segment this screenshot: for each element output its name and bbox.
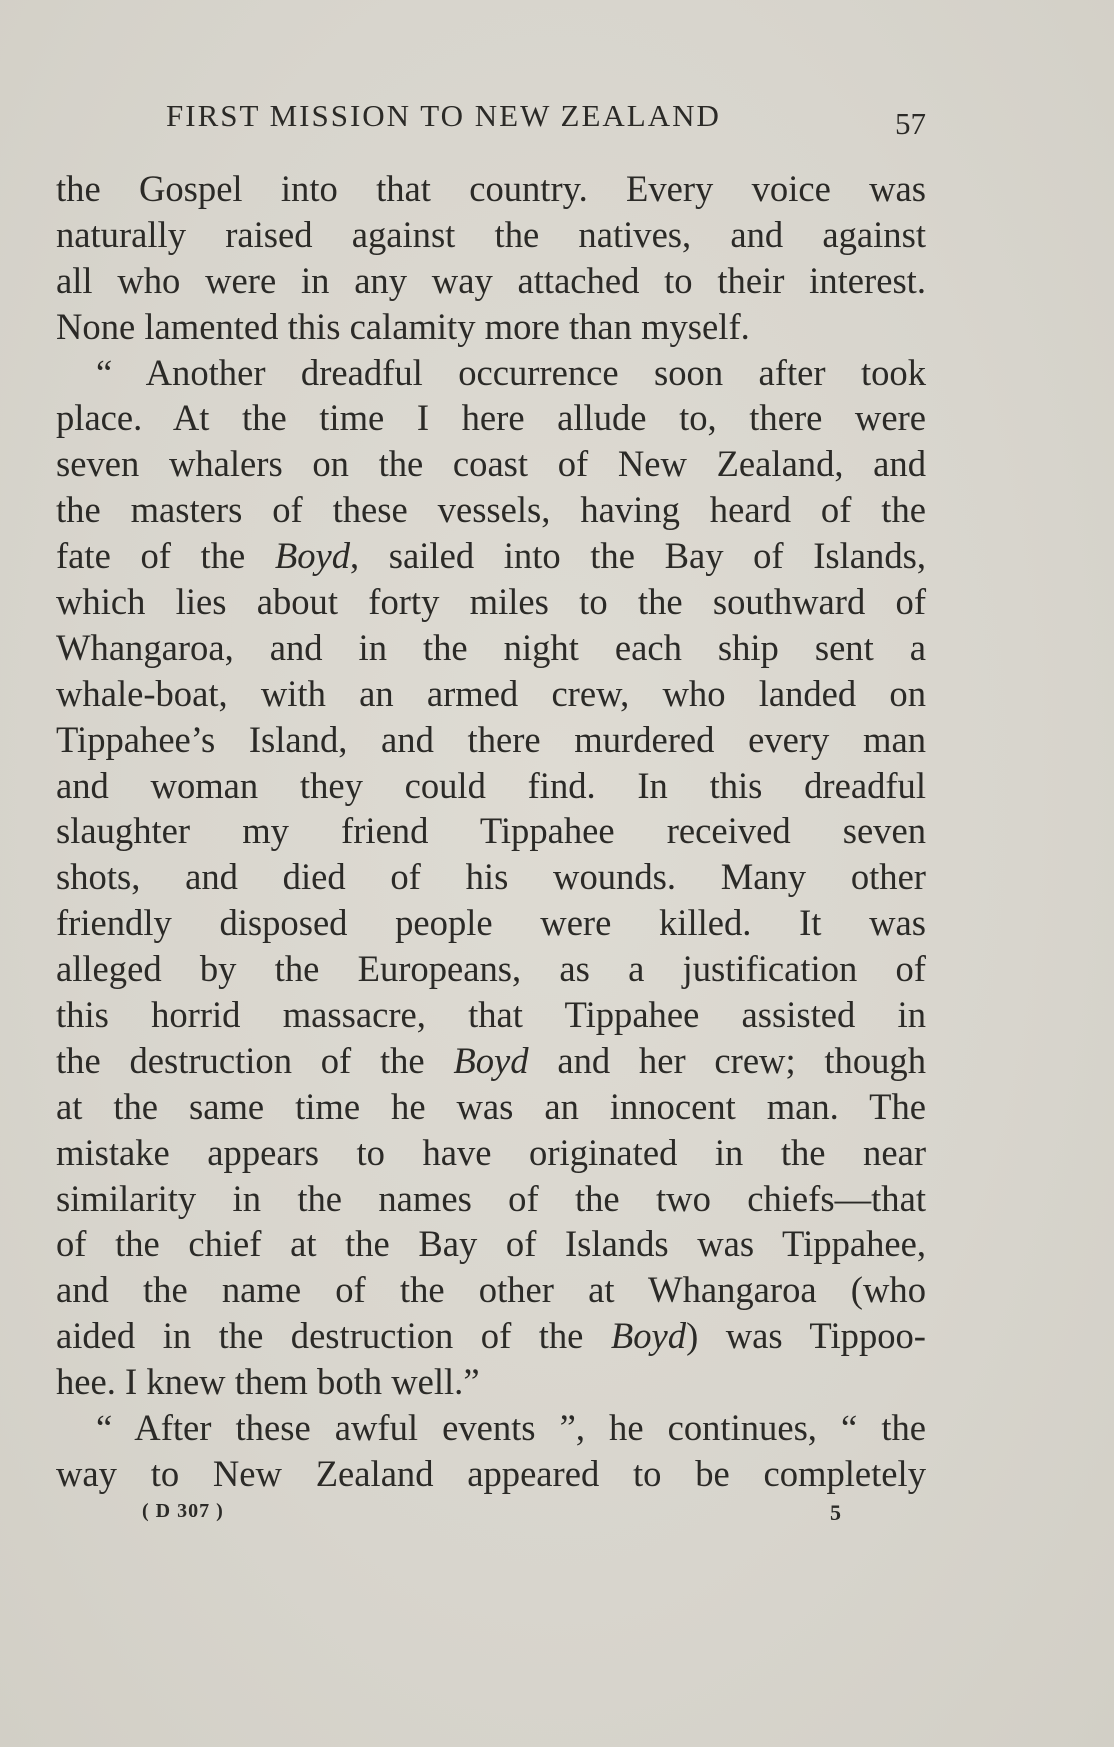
text-line: hee. I knew them both well.” [56, 1361, 480, 1403]
text-line: the destruction of the Boyd and her crew; though [56, 1039, 926, 1081]
signature-number: 5 [830, 1500, 841, 1525]
text-line: way to New Zealand appeared to be completely [56, 1452, 926, 1494]
text-line: and woman they could find. In this dreadful [56, 764, 926, 806]
page-number: 57 [895, 106, 926, 141]
text-line: “ Another dreadful occurrence soon after took [96, 351, 926, 393]
page-footer [142, 1500, 842, 1530]
text-line: similarity in the names of the two chiefs—that [56, 1177, 926, 1219]
text-line: Tippahee’s Island, and there murdered every man [56, 718, 926, 760]
text-line: alleged by the Europeans, as a justification of [56, 948, 926, 990]
text-line: seven whalers on the coast of New Zealand, and [56, 443, 926, 485]
text-line: place. At the time I here allude to, there were [56, 397, 926, 439]
text-line: mistake appears to have originated in the near [56, 1131, 926, 1173]
text-line: slaughter my friend Tippahee received seven [56, 810, 926, 852]
text-line: “ After these awful events ”, he continues, “ the [96, 1407, 926, 1449]
text-line: and the name of the other at Whangaroa (who [56, 1269, 926, 1311]
body-text [56, 166, 926, 1497]
text-line: of the chief at the Bay of Islands was Tippahee, [56, 1223, 926, 1265]
text-line: the masters of these vessels, having heard of the [56, 489, 926, 531]
text-line: fate of the Boyd, sailed into the Bay of Islands, [56, 535, 926, 577]
text-line: at the same time he was an innocent man. The [56, 1085, 926, 1127]
signature-mark: ( D 307 ) [142, 1500, 224, 1522]
text-line: this horrid massacre, that Tippahee assisted in [56, 994, 926, 1036]
text-line: None lamented this calamity more than myself. [56, 305, 750, 347]
running-head: FIRST MISSION TO NEW ZEALAND [166, 98, 721, 133]
page-header [56, 98, 926, 141]
text-line: naturally raised against the natives, and against [56, 213, 926, 255]
text-line: whale-boat, with an armed crew, who landed on [56, 672, 926, 714]
text-line: Whangaroa, and in the night each ship sent a [56, 626, 926, 668]
text-line: which lies about forty miles to the southward of [56, 581, 926, 623]
text-line: the Gospel into that country. Every voice was [56, 168, 926, 209]
text-line: shots, and died of his wounds. Many other [56, 856, 926, 898]
text-line: friendly disposed people were killed. It was [56, 902, 926, 944]
text-line: aided in the destruction of the Boyd) was Tippoo- [56, 1315, 926, 1357]
text-line: all who were in any way attached to their interest. [56, 259, 926, 301]
